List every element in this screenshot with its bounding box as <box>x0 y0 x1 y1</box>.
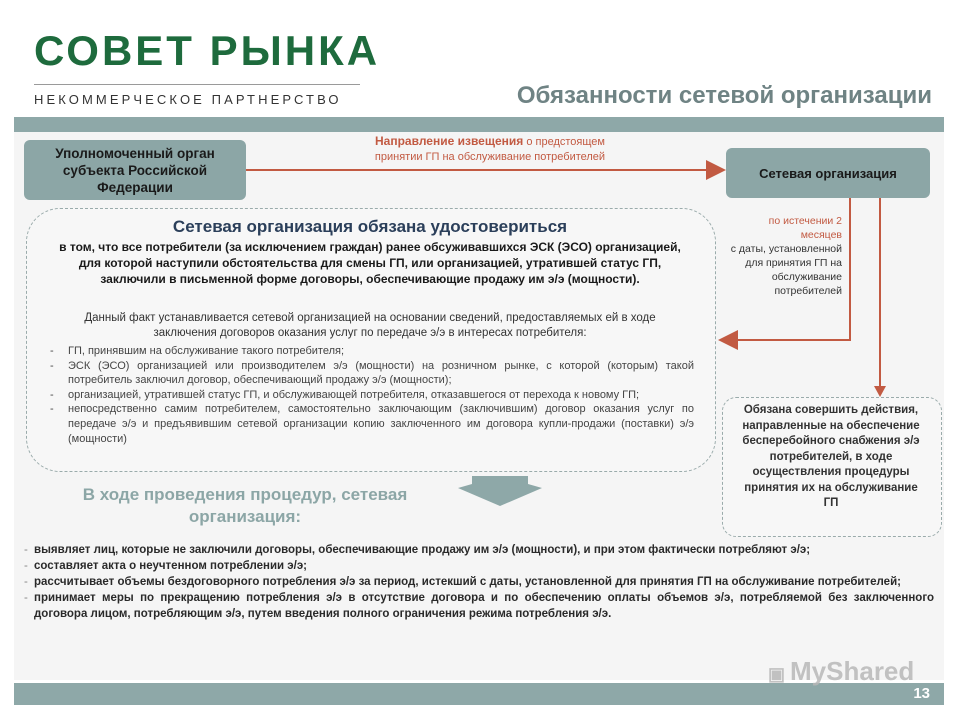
watermark-icon: ▣ <box>768 664 791 684</box>
list-item: - непосредственно самим потребителем, самостоятельно заключающим (заключившим) договор оказания услуг по передаче э/э и предъявившим сетевой организации копию заключенного им договора купли-продажи (поставки) э/э (мощности) <box>48 402 694 446</box>
must-act-text: Обязана совершить действия, направленные на обеспечение бесперебойного снабжения э/э потребителей, в ходе осуществления процедуры принятия их на обслуживание ГП <box>742 404 920 509</box>
logo-subtitle: НЕКОММЕРЧЕСКОЕ ПАРТНЕРСТВО <box>34 92 342 107</box>
authority-box-label: Уполномоченный орган субъекта Российской Федерации <box>55 145 215 195</box>
obligation-bold-text: в том, что все потребители (за исключением граждан) ранее обсуживавшихся ЭСК (ЭСО) организацией, для которой наступили обстоятельства для смены ГП, или организацией, утратившей статус ГП, заключили в письменной форме договоры, обеспечивающие продажу им э/э (мощности). <box>59 240 681 286</box>
must-arrow-head <box>874 386 886 397</box>
procedures-heading: В ходе проведения процедур, сетевая организация: <box>82 485 408 526</box>
watermark-text: MyShared <box>790 656 915 686</box>
list-item: - организацией, утратившей статус ГП, и обслуживающей потребителя, отказавшегося от перехода к новому ГП; <box>48 388 694 403</box>
logo-title: СОВЕТ РЫНКА <box>34 27 381 74</box>
watermark-logo <box>768 656 914 689</box>
deadline-red-line1: по истечении 2 <box>768 215 842 227</box>
list-item: - выявляет лиц, которые не заключили договоры, обеспечивающие продажу им э/э (мощности), и при этом фактически потребляют э/э; <box>24 542 934 558</box>
deadline-rest: с даты, установленной для принятия ГП на обслуживание потребителей <box>730 243 842 297</box>
notice-line2: принятии ГП на обслуживание потребителей <box>374 151 606 163</box>
notice-rest-line1: о предстоящем <box>523 136 605 148</box>
network-org-label: Сетевая организация <box>759 165 897 181</box>
list-item: - ГП, принявшим на обслуживание такого потребителя; <box>48 344 694 359</box>
list-item: - ЭСК (ЭСО) организацией или производителем э/э (мощности) на розничном рынке, с которой (которым) такой потребитель заключил договор, обеспечивающий продажу э/э (мощности); <box>48 359 694 388</box>
obligation-normal-text: Данный факт устанавливается сетевой организацией на основании сведений, предоставляемых ей в ходе заключения договоров оказания услуг по передаче э/э в интересах потребителя: <box>84 312 656 339</box>
page-number: 13 <box>913 685 930 702</box>
list-item: - составляет акта о неучтенном потреблении э/э; <box>24 558 934 574</box>
slide-title: Обязанности сетевой организации <box>516 82 932 109</box>
list-item: - принимает меры по прекращению потребления э/э в отсутствие договора и по обеспечению оплаты объемов э/э, потребляемой без заключенного договора лицом, потребляющим э/э, путем введения полного ограничения режима потребления э/э. <box>24 590 934 622</box>
obligation-title: Сетевая организация обязана удостовериться <box>172 217 568 236</box>
deadline-red-line2: месяцев <box>800 229 842 241</box>
list-item: - рассчитывает объемы бездоговорного потребления э/э за период, истекший с даты, установленной для принятия ГП на обслуживание потребителей; <box>24 574 934 590</box>
procedures-list <box>24 542 934 622</box>
notice-bold: Направление извещения <box>375 134 524 148</box>
verify-arrow <box>722 198 850 340</box>
